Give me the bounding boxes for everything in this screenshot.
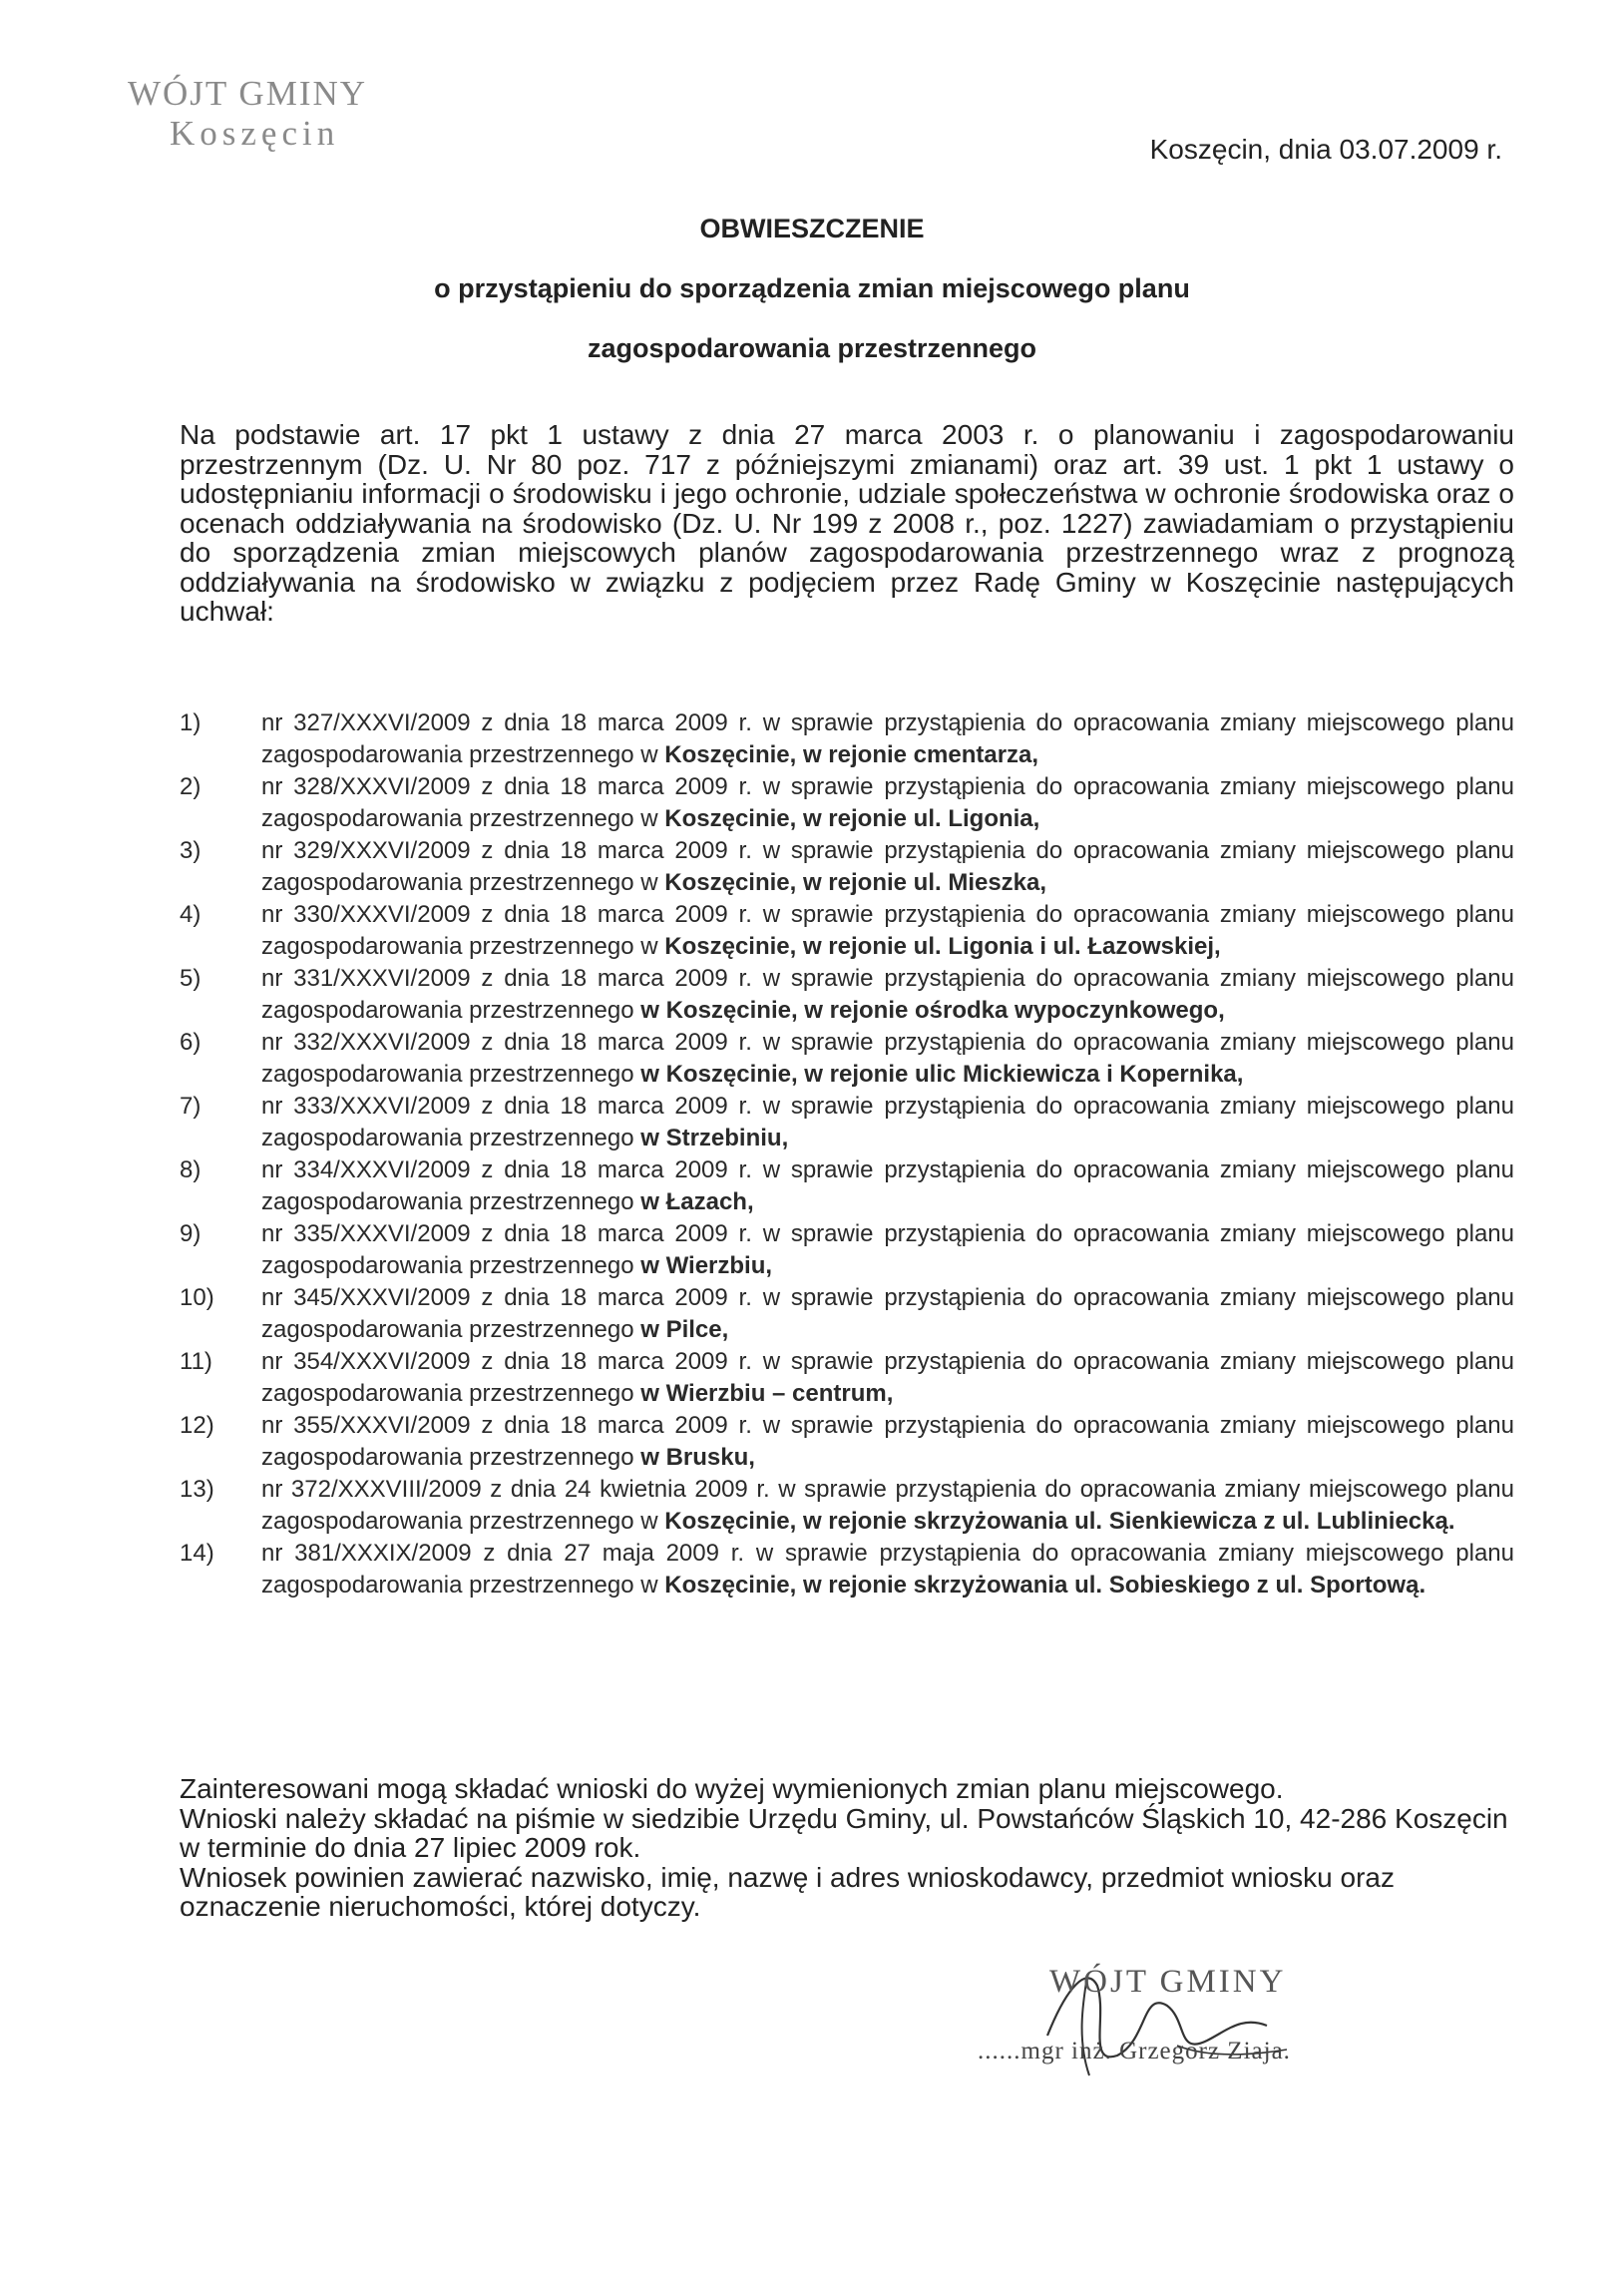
resolution-number: 9) bbox=[180, 1220, 202, 1247]
resolution-number: 13) bbox=[180, 1476, 214, 1503]
resolution-description: nr 334/XXXVI/2009 z dnia 18 marca 2009 r. w sprawie przystąpienia do opracowania zmiany miejscowego planu zagospodarowania przestrzennego bbox=[261, 1156, 1514, 1215]
resolution-number: 5) bbox=[180, 965, 202, 992]
resolution-location: w Koszęcinie, w rejonie ośrodka wypoczynkowego, bbox=[640, 997, 1225, 1024]
resolution-location: Koszęcinie, w rejonie ul. Ligonia i ul. Łazowskiej, bbox=[664, 933, 1221, 960]
document-subtitle-line1: o przystąpieniu do sporządzenia zmian miejscowego planu bbox=[434, 273, 1190, 303]
resolution-text bbox=[261, 1348, 1514, 1407]
resolution-number: 7) bbox=[180, 1093, 202, 1120]
resolutions-list bbox=[180, 707, 1514, 1602]
resolution-text bbox=[261, 837, 1514, 896]
resolution-description: nr 331/XXXVI/2009 z dnia 18 marca 2009 r. w sprawie przystąpienia do opracowania zmiany miejscowego planu zagospodarowania przestrzennego bbox=[261, 965, 1514, 1024]
resolution-item bbox=[180, 1091, 1514, 1154]
office-stamp-signature: WÓJT GMINY bbox=[1049, 1964, 1287, 2000]
resolution-text bbox=[261, 1540, 1514, 1599]
resolution-number: 14) bbox=[180, 1540, 214, 1567]
resolution-description: nr 372/XXXVIII/2009 z dnia 24 kwietnia 2009 r. w sprawie przystąpienia do opracowania zmiany miejscowego planu zagospodarowania przestrzennego w bbox=[261, 1476, 1514, 1535]
resolution-text bbox=[261, 1476, 1514, 1535]
resolution-location: w Brusku, bbox=[640, 1444, 755, 1471]
resolution-description: nr 330/XXXVI/2009 z dnia 18 marca 2009 r. w sprawie przystąpienia do opracowania zmiany miejscowego planu zagospodarowania przestrzennego w bbox=[261, 901, 1514, 960]
resolution-location: w Strzebiniu, bbox=[640, 1125, 789, 1151]
resolution-item bbox=[180, 899, 1514, 963]
resolution-text bbox=[261, 1093, 1514, 1151]
stamp-line-place: Koszęcin bbox=[170, 114, 340, 153]
office-stamp-header bbox=[128, 74, 367, 154]
resolution-number: 12) bbox=[180, 1412, 214, 1439]
resolution-text bbox=[261, 1284, 1514, 1343]
resolution-number: 10) bbox=[180, 1284, 214, 1311]
resolution-item bbox=[180, 1346, 1514, 1410]
resolution-description: nr 354/XXXVI/2009 z dnia 18 marca 2009 r. w sprawie przystąpienia do opracowania zmiany miejscowego planu zagospodarowania przestrzennego bbox=[261, 1348, 1514, 1407]
resolution-text bbox=[261, 773, 1514, 832]
resolution-number: 2) bbox=[180, 773, 202, 800]
resolution-item bbox=[180, 1474, 1514, 1538]
resolution-description: nr 329/XXXVI/2009 z dnia 18 marca 2009 r. w sprawie przystąpienia do opracowania zmiany miejscowego planu zagospodarowania przestrzennego w bbox=[261, 837, 1514, 896]
resolution-description: nr 355/XXXVI/2009 z dnia 18 marca 2009 r. w sprawie przystąpienia do opracowania zmiany miejscowego planu zagospodarowania przestrzennego bbox=[261, 1412, 1514, 1471]
resolution-item bbox=[180, 1282, 1514, 1346]
resolution-item bbox=[180, 963, 1514, 1027]
stamp-line-title: WÓJT GMINY bbox=[128, 74, 368, 113]
resolution-location: Koszęcinie, w rejonie ul. Ligonia, bbox=[664, 805, 1040, 832]
resolution-item bbox=[180, 707, 1514, 771]
resolution-description: nr 333/XXXVI/2009 z dnia 18 marca 2009 r. w sprawie przystąpienia do opracowania zmiany miejscowego planu zagospodarowania przestrzennego bbox=[261, 1093, 1514, 1151]
closing-paragraph-2: Wnioski należy składać na piśmie w siedzibie Urzędu Gminy, ul. Powstańców Śląskich 10, 42-286 Koszęcin w terminie do dnia 27 lipiec 2009 rok. bbox=[180, 1802, 1508, 1863]
resolution-description: nr 328/XXXVI/2009 z dnia 18 marca 2009 r. w sprawie przystąpienia do opracowania zmiany miejscowego planu zagospodarowania przestrzennego w bbox=[261, 773, 1514, 832]
resolution-item bbox=[180, 1538, 1514, 1602]
resolution-description: nr 327/XXXVI/2009 z dnia 18 marca 2009 r. w sprawie przystąpienia do opracowania zmiany miejscowego planu zagospodarowania przestrzennego w bbox=[261, 709, 1514, 768]
intro-paragraph: Na podstawie art. 17 pkt 1 ustawy z dnia 27 marca 2003 r. o planowaniu i zagospodarowaniu przestrzennym (Dz. U. Nr 80 poz. 717 z późniejszymi zmianami) oraz art. 39 ust. 1 pkt 1 ustawy o udostępnianiu informacji o środowisku i jego ochronie, udziale społeczeństwa w ochronie środowiska oraz o ocenach oddziaływania na środowisko (Dz. U. Nr 199 z 2008 r., poz. 1227) zawiadamiam o przystąpieniu do sporządzenia zmian miejscowych planów zagospodarowania przestrzennego wraz z prognozą oddziaływania na środowisko w związku z podjęciem przez Radę Gminy w Koszęcinie następujących uchwał: bbox=[180, 419, 1514, 627]
resolution-number: 4) bbox=[180, 901, 202, 928]
resolution-text bbox=[261, 1156, 1514, 1215]
resolution-item bbox=[180, 771, 1514, 835]
document-title: OBWIESZCZENIE bbox=[699, 214, 925, 243]
resolution-location: Koszęcinie, w rejonie skrzyżowania ul. Sienkiewicza z ul. Lubliniecką. bbox=[664, 1508, 1455, 1535]
resolution-location: w Koszęcinie, w rejonie ulic Mickiewicza i Kopernika, bbox=[640, 1061, 1244, 1088]
resolution-location: Koszęcinie, w rejonie ul. Mieszka, bbox=[664, 869, 1047, 896]
resolution-number: 11) bbox=[180, 1348, 212, 1375]
resolution-number: 1) bbox=[180, 709, 202, 736]
signatory-name: ......mgr inż. Grzegorz Ziaja. bbox=[978, 2038, 1291, 2065]
resolution-text bbox=[261, 965, 1514, 1024]
resolution-number: 8) bbox=[180, 1156, 202, 1183]
resolution-location: Koszęcinie, w rejonie cmentarza, bbox=[664, 741, 1039, 768]
resolution-description: nr 332/XXXVI/2009 z dnia 18 marca 2009 r. w sprawie przystąpienia do opracowania zmiany miejscowego planu zagospodarowania przestrzennego bbox=[261, 1029, 1514, 1088]
closing-section bbox=[180, 1774, 1514, 1922]
resolution-item bbox=[180, 1410, 1514, 1474]
document-date: Koszęcin, dnia 03.07.2009 r. bbox=[1149, 134, 1502, 165]
resolution-location: w Wierzbiu – centrum, bbox=[640, 1380, 894, 1407]
resolution-location: Koszęcinie, w rejonie skrzyżowania ul. Sobieskiego z ul. Sportową. bbox=[664, 1572, 1426, 1599]
resolution-number: 6) bbox=[180, 1029, 202, 1056]
resolution-description: nr 345/XXXVI/2009 z dnia 18 marca 2009 r. w sprawie przystąpienia do opracowania zmiany miejscowego planu zagospodarowania przestrzennego bbox=[261, 1284, 1514, 1343]
resolution-text bbox=[261, 1029, 1514, 1088]
resolution-location: w Pilce, bbox=[640, 1316, 729, 1343]
document-subtitle-line2: zagospodarowania przestrzennego bbox=[587, 333, 1037, 363]
resolution-item bbox=[180, 1154, 1514, 1218]
resolution-number: 3) bbox=[180, 837, 202, 864]
closing-paragraph-1: Zainteresowani mogą składać wnioski do wyżej wymienionych zmian planu miejscowego. bbox=[180, 1773, 1284, 1804]
resolution-description: nr 335/XXXVI/2009 z dnia 18 marca 2009 r. w sprawie przystąpienia do opracowania zmiany miejscowego planu zagospodarowania przestrzennego bbox=[261, 1220, 1514, 1279]
closing-paragraph-3: Wniosek powinien zawierać nazwisko, imię, nazwę i adres wnioskodawcy, przedmiot wniosku oraz oznaczenie nieruchomości, której dotyczy. bbox=[180, 1861, 1395, 1922]
resolution-text bbox=[261, 709, 1514, 768]
resolution-item bbox=[180, 1218, 1514, 1282]
resolution-text bbox=[261, 1220, 1514, 1279]
resolution-location: w Wierzbiu, bbox=[640, 1252, 773, 1279]
resolution-location: w Łazach, bbox=[640, 1188, 754, 1215]
resolution-item bbox=[180, 835, 1514, 899]
resolution-text bbox=[261, 901, 1514, 960]
resolution-item bbox=[180, 1027, 1514, 1091]
resolution-text bbox=[261, 1412, 1514, 1471]
resolution-description: nr 381/XXXIX/2009 z dnia 27 maja 2009 r. w sprawie przystąpienia do opracowania zmiany miejscowego planu zagospodarowania przestrzennego w bbox=[261, 1540, 1514, 1599]
